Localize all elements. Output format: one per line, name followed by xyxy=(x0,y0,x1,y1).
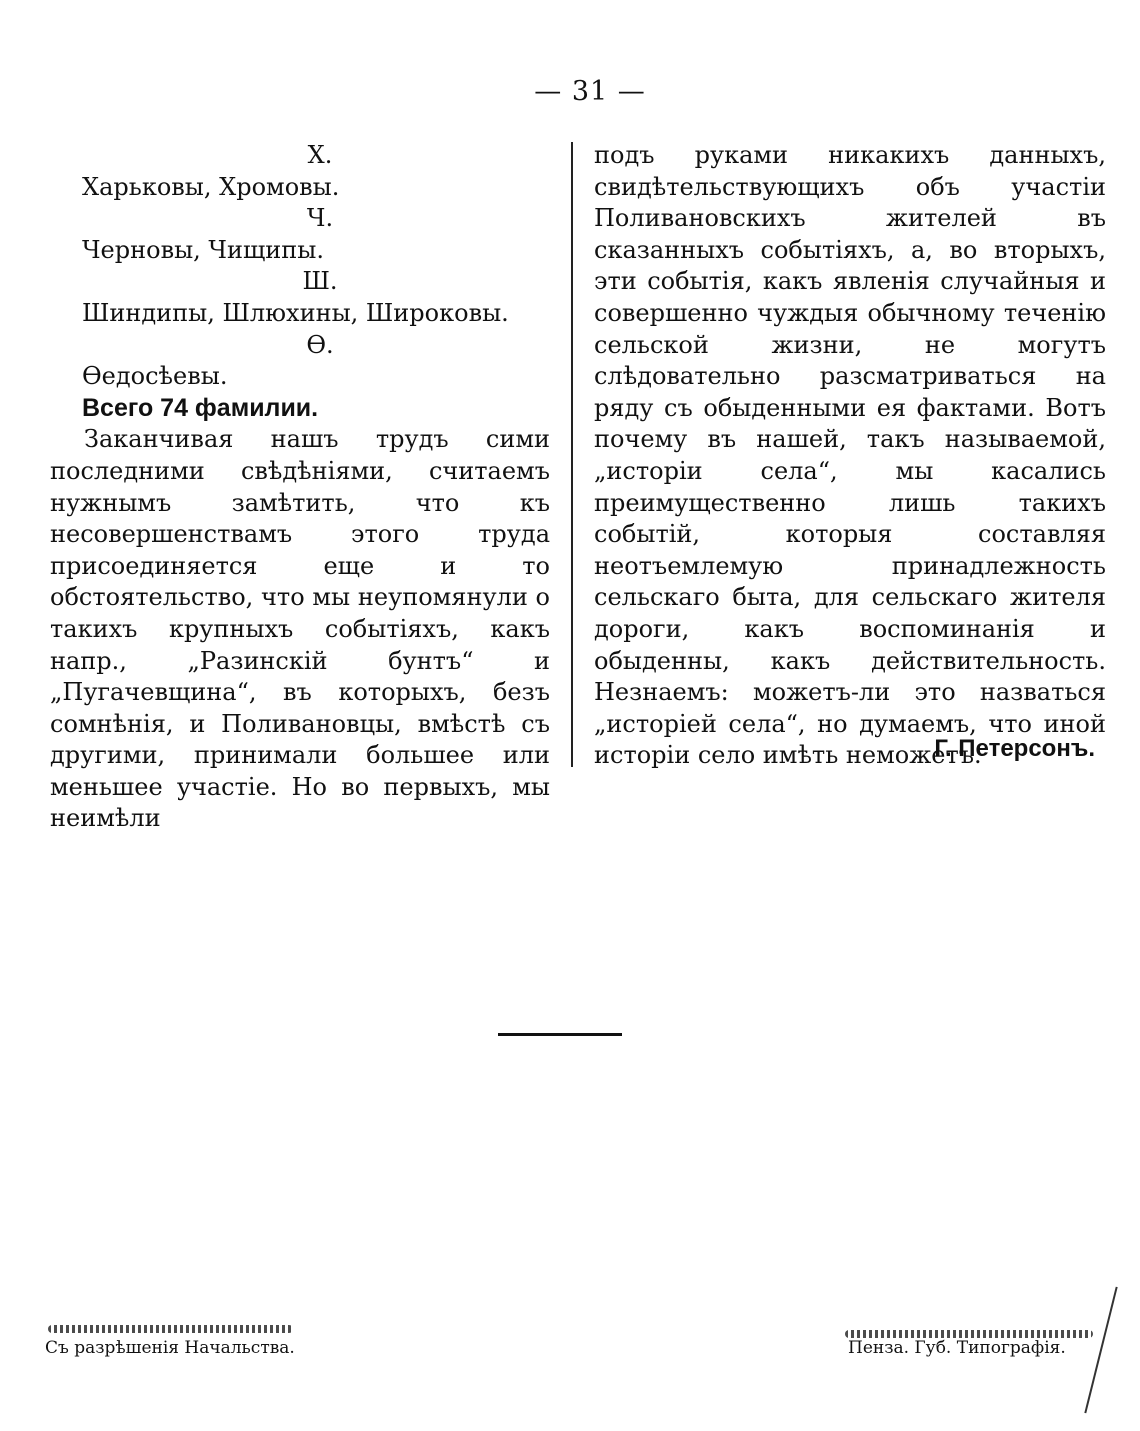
footer-ornament-right xyxy=(845,1330,1093,1338)
left-column xyxy=(50,140,550,835)
surnames-ch: Черновы, Чищипы. xyxy=(82,235,325,264)
section-letter-kh: Х. xyxy=(307,141,333,169)
surnames-kh: Харьковы, Хромовы. xyxy=(82,172,340,201)
right-column xyxy=(594,140,1106,772)
surnames-f: Ѳедосѣевы. xyxy=(82,362,228,391)
closing-paragraph-right: подъ руками никакихъ данныхъ, свидѣтельствующихъ объ участіи Поливановскихъ жителей въ сказанныхъ событіяхъ, а, во вторыхъ, эти событія, какъ явленія случайныя и совершенно чуждыя обычному теченію сельской жизни, не могутъ слѣдовательно разсматриваться на ряду съ обыденными ея фактами. Вотъ почему въ нашей, такъ называемой, „исторіи села“, мы касались преимущественно лишь такихъ событій, которыя составляя неотъемлемую принадлежность сельскаго быта, для сельскаго жителя дороги, какъ воспоминанія и обыденны, какъ действительность. Незнаемъ: можетъ-ли это назваться „исторіей села“, но думаемъ, что иной исторіи село имѣть неможетъ. xyxy=(594,141,1106,770)
section-letter-f: Ѳ. xyxy=(306,330,334,359)
author-signature: Г. Петерсонъ. xyxy=(934,735,1095,762)
footer-permission: Съ разрѣшенія Начальства. xyxy=(45,1338,295,1358)
column-divider xyxy=(571,142,573,767)
section-letter-ch: Ч. xyxy=(306,204,334,233)
section-letter-sh: Ш. xyxy=(302,267,338,296)
surnames-sh: Шиндипы, Шлюхины, Широковы. xyxy=(82,298,509,327)
closing-paragraph-left: Заканчивая нашъ трудъ сими последними свѣдѣніями, считаемъ нужнымъ замѣтить, что къ несовершенствамъ этого труда присоединяется еще и то обстоятельство, что мы неупомянули о такихъ крупныхъ событіяхъ, какъ напр., „Разинскій бунтъ“ и „Пугачевщина“, въ которыхъ, безъ сомнѣнія, и Поливановцы, вмѣстѣ съ другими, принимали большее или меньшее участіе. Но во первыхъ, мы неимѣли xyxy=(50,425,550,833)
page-number: — 31 — xyxy=(534,76,646,107)
margin-mark xyxy=(1084,1287,1117,1414)
total-families: Всего 74 фамилии. xyxy=(82,393,319,422)
end-rule xyxy=(498,1033,622,1036)
footer-printer: Пенза. Губ. Типографія. xyxy=(848,1338,1066,1358)
footer-ornament-left xyxy=(48,1325,293,1333)
